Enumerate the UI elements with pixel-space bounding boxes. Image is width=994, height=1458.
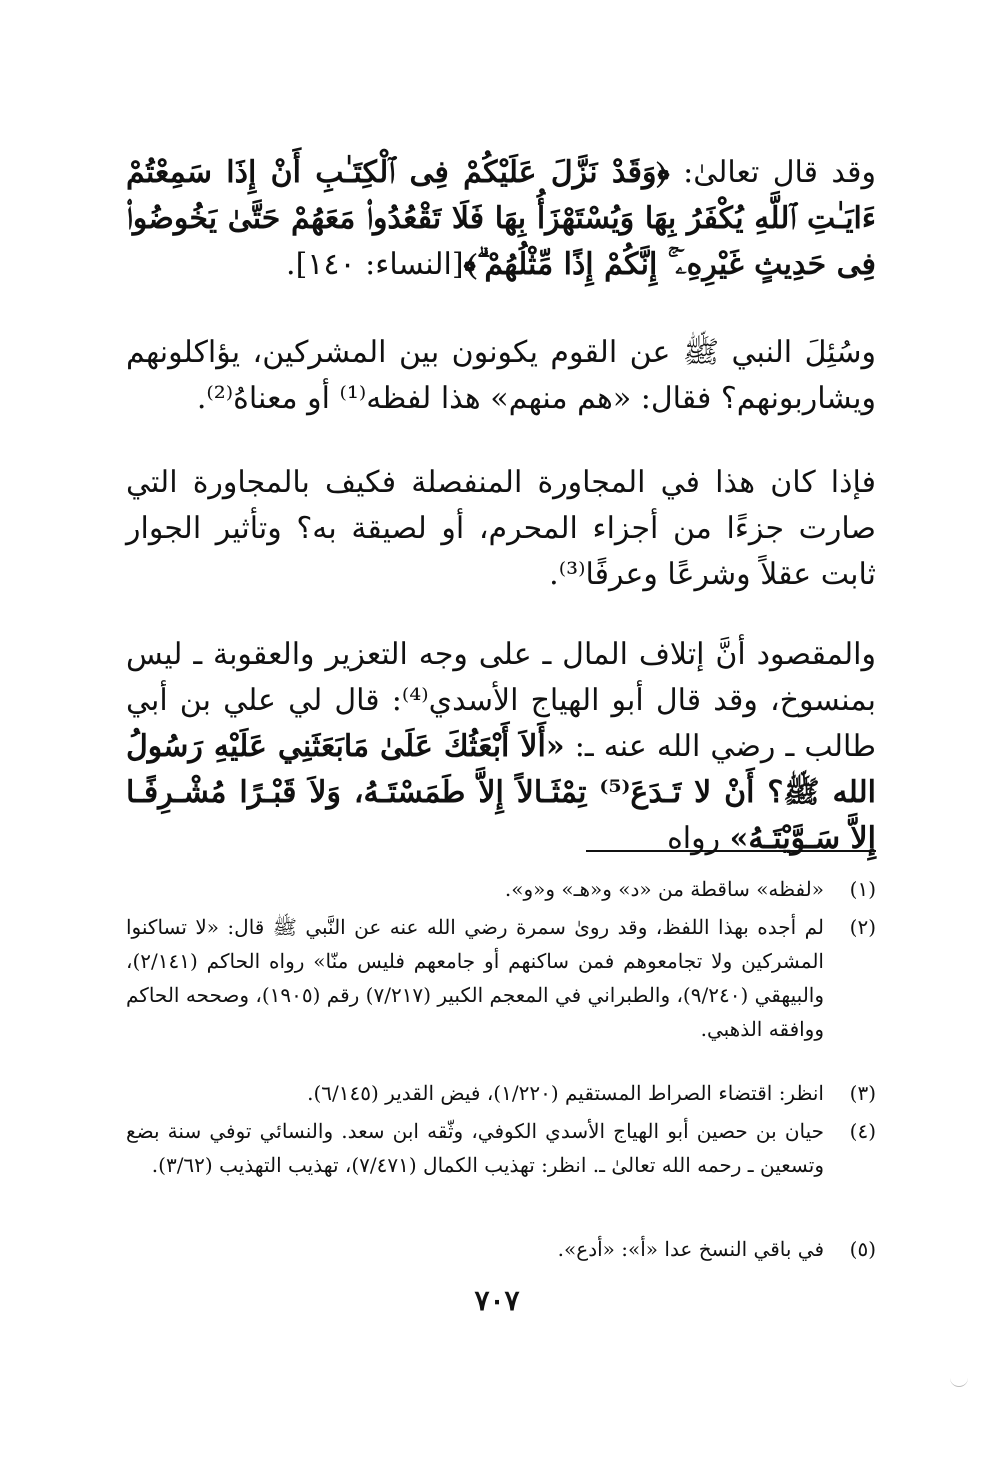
paragraph-destruction-tail: رواه [667, 821, 730, 856]
paragraph-hadith: وسُئِلَ النبي ﷺ عن القوم يكونون بين المشركين، يؤاكلونهم ويشاربونهم؟ فقال: «هم منهم» هذا لفظه⁽¹⁾ أو معناهُ⁽²⁾. [126, 335, 876, 416]
verse-reference: [النساء: ١٤٠]. [286, 247, 464, 282]
paragraph-verse [126, 150, 876, 288]
footnote-text: «لفظه» ساقطة من «د» و«هـ» و«و». [504, 877, 824, 901]
footnote-text: حيان بن حصين أبو الهياج الأسدي الكوفي، وثّقه ابن سعد. والنسائي توفي سنة بضع وتسعين ـ رحمه الله تعالىٰ ـ. انظر: تهذيب الكمال (٧/٤٧١)، تهذيب التهذيب (٣/٦٢). [126, 1119, 825, 1177]
page-number: ٧٠٧ [474, 1284, 520, 1317]
verse-intro: وقد قال تعالىٰ: [669, 155, 876, 190]
footnote-number: (٣) [849, 1081, 876, 1105]
footnote-text: انظر: اقتضاء الصراط المستقيم (١/٢٢٠)، فيض القدير (٦/١٤٥). [307, 1081, 824, 1105]
hadith-quote: «أَلاَ أَبْعَثُكَ عَلَىٰ مَابَعَثَنِي عَلَيْهِ رَسُولُ الله ﷺ؟ أَنْ لا تَـدَعَ⁽⁵⁾ تِمْثَـالاً إِلاَّ طَمَسْتَـهُ، وَلاَ قَبْـرًا مُشْـرِفًـا إِلاَّ سَـوَّيْتَـهُ» [126, 729, 876, 856]
footnote-number: (٥) [849, 1237, 876, 1261]
footnote [126, 872, 876, 906]
paragraph-destruction-text: والمقصود أنَّ إتلاف المال ـ على وجه التعزير والعقوبة ـ ليس بمنسوخ، وقد قال أبو الهياج الأسدي⁽⁴⁾: قال لي علي بن أبي طالب ـ رضي الله عنه ـ: [126, 637, 877, 764]
footnote-number: (١) [849, 877, 876, 901]
footnote [126, 1076, 876, 1110]
footnote [126, 1114, 876, 1182]
footnote-divider [586, 850, 876, 852]
footnote-text: لم أجده بهذا اللفظ، وقد روىٰ سمرة رضي الله عنه عن النَّبي ﷺ قال: «لا تساكنوا المشركين ولا تجامعوهم فمن ساكنهم أو جامعهم فليس منّا» رواه الحاكم (٢/١٤١)، والبيهقي (٩/٢٤٠)، والطبراني في المعجم الكبير (٧/٢١٧) رقم (١٩٠٥)، وصححه الحاكم ووافقه الذهبي. [125, 915, 824, 1041]
footnote-number: (٢) [849, 915, 876, 939]
footnote-text: في باقي النسخ عدا «أ»: «أدع». [557, 1237, 824, 1261]
footnote-number: (٤) [849, 1119, 876, 1143]
paragraph-neighborhood: فإذا كان هذا في المجاورة المنفصلة فكيف بالمجاورة التي صارت جزءًا من أجزاء المحرم، أو لصيقة به؟ وتأثير الجوار ثابت عقلاً وشرعًا وعرفًا⁽³⁾. [126, 465, 876, 592]
footnote [126, 1232, 876, 1266]
paragraph-destruction [126, 632, 876, 862]
scan-mark [950, 1378, 968, 1387]
footnote [126, 910, 876, 1046]
quran-verse: ﴿وَقَدْ نَزَّلَ عَلَيْكُمْ فِى ٱلْكِتَـٰبِ أَنْ إِذَا سَمِعْتُمْ ءَايَـٰتِ ٱللَّهِ يُكْفَرُ بِهَا وَيُسْتَهْزَأُ بِهَا فَلَا تَقْعُدُوا۟ مَعَهُمْ حَتَّىٰ يَخُوضُوا۟ فِى حَدِيثٍ غَيْرِهِۦٓ ۚ إِنَّكُمْ إِذًا مِّثْلُهُمْ ۗ﴾ [126, 155, 876, 282]
